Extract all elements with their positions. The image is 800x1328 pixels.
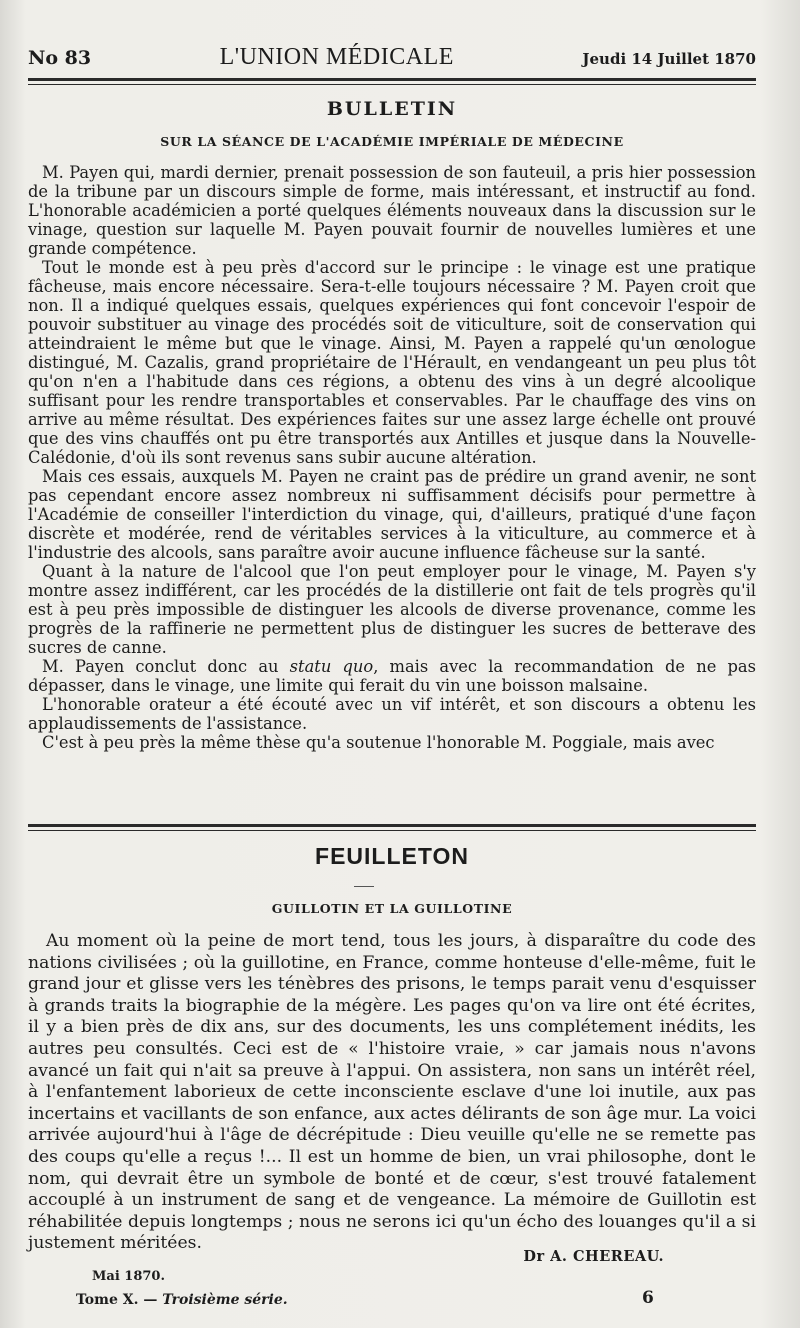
serie-label: Troisième série. xyxy=(162,1292,288,1308)
bulletin-paragraph: L'honorable orateur a été écouté avec un vif intérêt, et son discours a obtenu les applaudissements de l'assistance. xyxy=(28,695,756,733)
issue-number: No 83 xyxy=(28,47,92,69)
bulletin-title: BULLETIN xyxy=(326,98,458,120)
bulletin-paragraph: Quant à la nature de l'alcool que l'on peut employer pour le vinage, M. Payen s'y montre assez indifférent, car les procédés de la distillerie ont fait de tels progrès qu'il est à peu près impossible de distinguer les alcools de diverse provenance, comme les progrès de la raffinerie ne permettent plus de distinguer les sucres de betterave des sucres de canne. xyxy=(28,562,756,657)
printer-signature-mark: 6 xyxy=(642,1288,654,1308)
tome-label: Tome X. — xyxy=(76,1292,163,1308)
bulletin-paragraph: Tout le monde est à peu près d'accord sur le principe : le vinage est une pratique fâcheuse, mais encore nécessaire. Sera-t-elle toujours nécessaire ? M. Payen croit que non. Il a indiqué quelques essais, quelques expériences qui font concevoir l'espoir de pouvoir substituer au vinage des procédés soit de viticulture, soit de conservation qui atteindraient le même but que le vinage. Ainsi, M. Payen a rappelé qu'un œnologue distingué, M. Cazalis, grand propriétaire de l'Hérault, en vendangeant un peu plus tôt qu'on n'en a l'habitude dans ces régions, a obtenu des vins à un degré alcoolique suffisant pour les rendre transportables et conservables. Par le chauffage des vins on arrive au même résultat. Des expériences faites sur une assez large échelle ont prouvé que des vins chauffés ont pu être transportés aux Antilles et jusque dans la Nouvelle-Calédonie, d'où ils sont revenus sans subir aucune altération. xyxy=(28,258,756,467)
bulletin-body xyxy=(28,163,756,752)
issue-date: Jeudi 14 Juillet 1870 xyxy=(582,50,756,68)
section-divider-thick xyxy=(28,824,756,827)
footer-date: Mai 1870. xyxy=(92,1269,165,1284)
statu-quo-phrase: statu quo xyxy=(289,657,374,676)
conclusion-start: M. Payen conclut donc au xyxy=(42,657,290,676)
bulletin-paragraph-conclusion xyxy=(28,657,756,695)
bulletin-paragraph: M. Payen qui, mardi dernier, prenait possession de son fauteuil, a pris hier possession de la tribune par un discours simple de forme, mais intéressant, et instructif au fond. L'honorable académicien a porté quelques éléments nouveaux dans la discussion sur le vinage, question sur laquelle M. Payen pouvait fournir de nouvelles lumières et une grande compétence. xyxy=(28,163,756,258)
bulletin-paragraph: C'est à peu près la même thèse qu'a soutenue l'honorable M. Poggiale, mais avec xyxy=(42,733,715,752)
feuilleton-paragraph: Au moment où la peine de mort tend, tous les jours, à disparaître du code des nations civilisées ; où la guillotine, en France, comme honteuse d'elle-même, fuit le grand jour et glisse vers les ténèbres des prisons, le temps parait venu d'esquisser à grands traits la biographie de la mégère. Les pages qu'on va lire ont été écrites, il y a bien près de dix ans, sur des documents, les uns complétement inédits, les autres peu consultés. Ceci est de « l'histoire vraie, » car jamais nous n'avons avancé un fait qui n'ait sa preuve à l'appui. On assistera, non sans un intérêt réel, à l'enfantement laborieux de cette inconsciente esclave d'une loi inutile, aux pas incertains et vacillants de son enfance, aux actes délirants de son âge mur. La voici arrivée aujourd'hui à l'âge de décrépitude : Dieu veuille qu'elle ne se remette pas des coups qu'elle a reçus !... Il est un homme de bien, un vrai philosophe, dont le nom, qui devrait être un symbole de bonté et de cœur, s'est trouvé fatalement accouplé à un instrument de sang et de vengeance. La mémoire de Guillotin est réhabilitée depuis longtemps ; nous ne serons ici qu'un écho des louanges qu'il a si justement méritées. xyxy=(28,931,756,1254)
bulletin-paragraph: Mais ces essais, auxquels M. Payen ne craint pas de prédire un grand avenir, ne sont pas cependant encore assez nombreux ni suffisamment décisifs pour permettre à l'Académie de conseiller l'interdiction du vinage, qui, d'ailleurs, pratiqué d'une façon discrète et modérée, rend de véritables services à la viticulture, au commerce et à l'industrie des alcools, sans paraître avoir aucune influence fâcheuse sur la santé. xyxy=(28,467,756,562)
title-dash xyxy=(354,886,374,887)
page-header xyxy=(28,44,756,81)
header-divider xyxy=(28,84,756,85)
journal-title: L'UNION MÉDICALE xyxy=(219,44,454,70)
footer-tome xyxy=(76,1292,288,1308)
conclusion-rest: , mais avec la recommandation de ne pas dépasser, dans le vinage, une limite qui ferait du vin une boisson malsaine. xyxy=(28,657,756,695)
author-signature: Dr A. CHEREAU. xyxy=(523,1248,664,1265)
feuilleton-body xyxy=(28,931,756,1255)
feuilleton-subtitle: GUILLOTIN ET LA GUILLOTINE xyxy=(271,901,513,916)
section-divider-thin xyxy=(28,830,756,831)
bulletin-subtitle: SUR LA SÉANCE DE L'ACADÉMIE IMPÉRIALE DE MÉDECINE xyxy=(160,134,624,149)
feuilleton-title: FEUILLETON xyxy=(315,843,469,869)
